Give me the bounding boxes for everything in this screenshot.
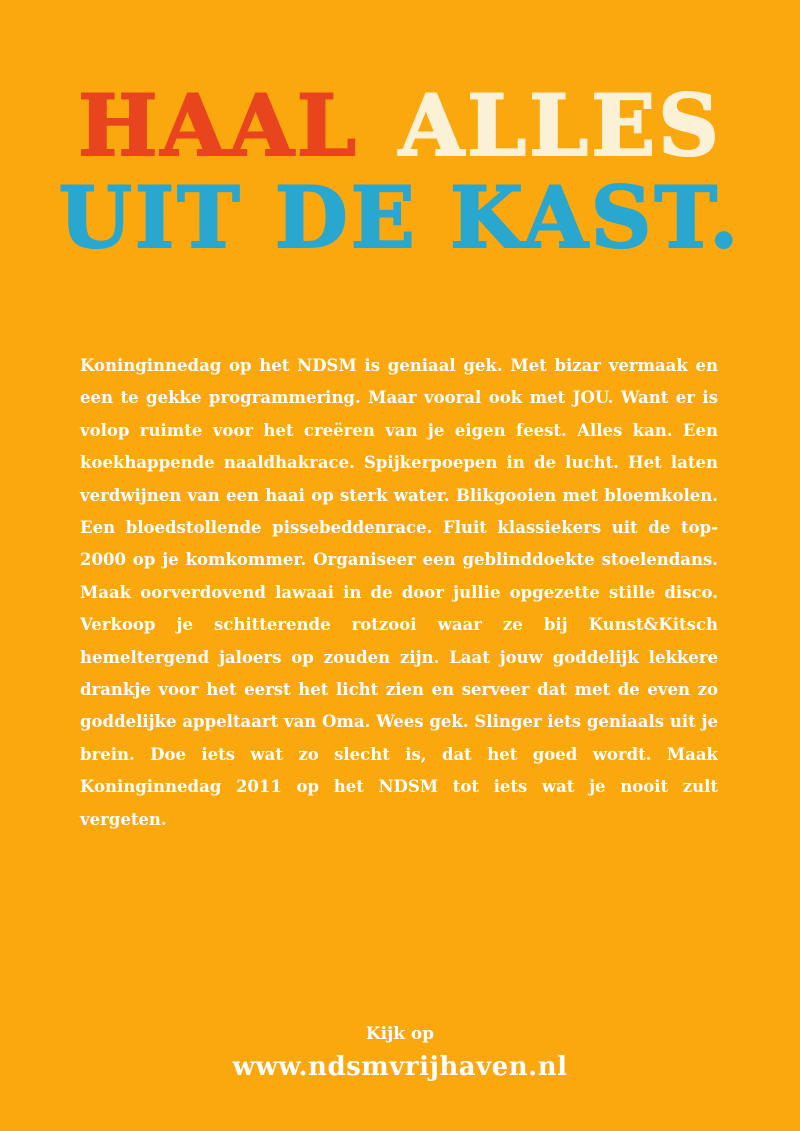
footer-kicker: Kijk op (365, 1024, 435, 1044)
headline-line-1 (0, 76, 800, 175)
body-paragraph: Koninginnedag op het NDSM is geniaal gek. Met bizar vermaak en een te gekke programmering. Maar vooral ook met JOU. Want er is volop ruimte voor het creëren van je eigen feest. Alles kan. Een koekhappende naaldhakrace. Spijkerpoepen in de lucht. Het laten verdwijnen van een haai op sterk water. Blikgooien met bloemkolen. Een bloedstollende pissebeddenrace. Fluit klassiekers uit de top-2000 op je komkommer. Organiseer een geblinddoekte stoelendans. Maak oorverdovend lawaai in de door jullie opgezette stille disco. Verkoop je schitterende rotzooi waar ze bij Kunst&Kitsch hemeltergend jaloers op zouden zijn. Laat jouw goddelijk lekkere drankje voor het eerst het licht zien en serveer dat met de even zo goddelijke appeltaart van Oma. Wees gek. Slinger iets geniaals uit je brein. Doe iets wat zo slecht is, dat het goed wordt. Maak Koninginnedag 2011 op het NDSM tot iets wat je nooit zult vergeten. (80, 356, 718, 829)
headline-line-2 (0, 168, 800, 267)
headline-word-haal: HAAL (78, 76, 359, 175)
headline-word-alles: ALLES (398, 76, 722, 175)
headline-uit-de-kast: UIT DE KAST. (58, 168, 742, 267)
website-link[interactable]: www.ndsmvrijhaven.nl (232, 1052, 568, 1082)
